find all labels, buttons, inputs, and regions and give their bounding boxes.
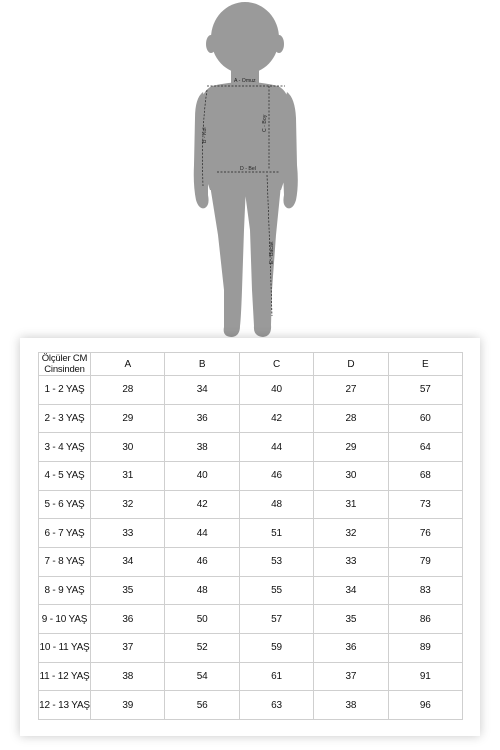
size-chart-card [20,338,480,736]
age-range-cell: 12 - 13 YAŞ [39,691,91,720]
measurement-cell: 30 [314,461,388,490]
header-corner-line1: Ölçüler CM [41,353,88,364]
measurement-cell: 30 [91,433,165,462]
table-row [39,376,463,405]
measurement-cell: 32 [91,490,165,519]
measurement-cell: 91 [388,662,462,691]
column-header-e: E [388,353,462,376]
label-e-leg: E - Bacak [269,241,275,264]
measurement-cell: 34 [165,376,239,405]
measurement-cell: 42 [239,404,313,433]
label-b-arm: B - Kol [202,127,208,143]
table-header-row [39,353,463,376]
measurement-cell: 64 [388,433,462,462]
measurement-cell: 37 [91,633,165,662]
measurement-cell: 96 [388,691,462,720]
age-range-cell: 3 - 4 YAŞ [39,433,91,462]
size-chart-table [38,352,463,720]
table-row [39,461,463,490]
measurement-cell: 61 [239,662,313,691]
header-corner [39,353,91,376]
measurement-cell: 83 [388,576,462,605]
child-measurement-figure [0,0,500,340]
table-row [39,490,463,519]
measurement-cell: 86 [388,605,462,634]
table-row [39,633,463,662]
measurement-cell: 56 [165,691,239,720]
age-range-cell: 4 - 5 YAŞ [39,461,91,490]
measurement-cell: 34 [314,576,388,605]
measurement-cell: 36 [91,605,165,634]
measurement-cell: 50 [165,605,239,634]
measurement-cell: 28 [91,376,165,405]
measurement-cell: 63 [239,691,313,720]
measurement-cell: 35 [314,605,388,634]
measurement-cell: 52 [165,633,239,662]
table-row [39,404,463,433]
measurement-cell: 38 [165,433,239,462]
label-c-height: C - Boy [262,114,268,132]
age-range-cell: 1 - 2 YAŞ [39,376,91,405]
table-row [39,547,463,576]
table-row [39,662,463,691]
column-header-a: A [91,353,165,376]
table-row [39,691,463,720]
measurement-cell: 28 [314,404,388,433]
label-a-shoulder: A - Omuz [234,78,256,84]
measurement-cell: 57 [239,605,313,634]
measurement-cell: 51 [239,519,313,548]
age-range-cell: 9 - 10 YAŞ [39,605,91,634]
measurement-cell: 57 [388,376,462,405]
measurement-cell: 73 [388,490,462,519]
measurement-cell: 60 [388,404,462,433]
measurement-cell: 48 [239,490,313,519]
table-row [39,605,463,634]
measurement-cell: 59 [239,633,313,662]
measurement-cell: 40 [165,461,239,490]
measurement-cell: 33 [314,547,388,576]
measurement-cell: 46 [239,461,313,490]
measurement-cell: 38 [314,691,388,720]
label-d-waist: D - Bel [240,166,256,172]
measurement-cell: 89 [388,633,462,662]
table-row [39,519,463,548]
column-header-b: B [165,353,239,376]
table-row [39,433,463,462]
measurement-cell: 42 [165,490,239,519]
measurement-cell: 79 [388,547,462,576]
age-range-cell: 11 - 12 YAŞ [39,662,91,691]
table-row [39,576,463,605]
measurement-cell: 44 [239,433,313,462]
measurement-cell: 44 [165,519,239,548]
measurement-cell: 27 [314,376,388,405]
measurement-cell: 31 [91,461,165,490]
measurement-cell: 55 [239,576,313,605]
column-header-c: C [239,353,313,376]
age-range-cell: 6 - 7 YAŞ [39,519,91,548]
age-range-cell: 5 - 6 YAŞ [39,490,91,519]
measurement-cell: 38 [91,662,165,691]
measurement-cell: 36 [165,404,239,433]
measurement-cell: 36 [314,633,388,662]
measurement-cell: 35 [91,576,165,605]
measurement-cell: 37 [314,662,388,691]
measurement-cell: 34 [91,547,165,576]
measurement-cell: 33 [91,519,165,548]
measurement-cell: 29 [91,404,165,433]
age-range-cell: 7 - 8 YAŞ [39,547,91,576]
measurement-cell: 39 [91,691,165,720]
measurement-cell: 46 [165,547,239,576]
measurement-cell: 54 [165,662,239,691]
measurement-cell: 32 [314,519,388,548]
age-range-cell: 8 - 9 YAŞ [39,576,91,605]
header-corner-line2: Cinsinden [44,364,85,375]
measurement-cell: 48 [165,576,239,605]
child-silhouette-diagram [0,0,500,340]
measurement-cell: 29 [314,433,388,462]
measurement-cell: 40 [239,376,313,405]
age-range-cell: 2 - 3 YAŞ [39,404,91,433]
column-header-d: D [314,353,388,376]
age-range-cell: 10 - 11 YAŞ [39,633,91,662]
measurement-cell: 53 [239,547,313,576]
measurement-cell: 76 [388,519,462,548]
measurement-cell: 68 [388,461,462,490]
measurement-cell: 31 [314,490,388,519]
